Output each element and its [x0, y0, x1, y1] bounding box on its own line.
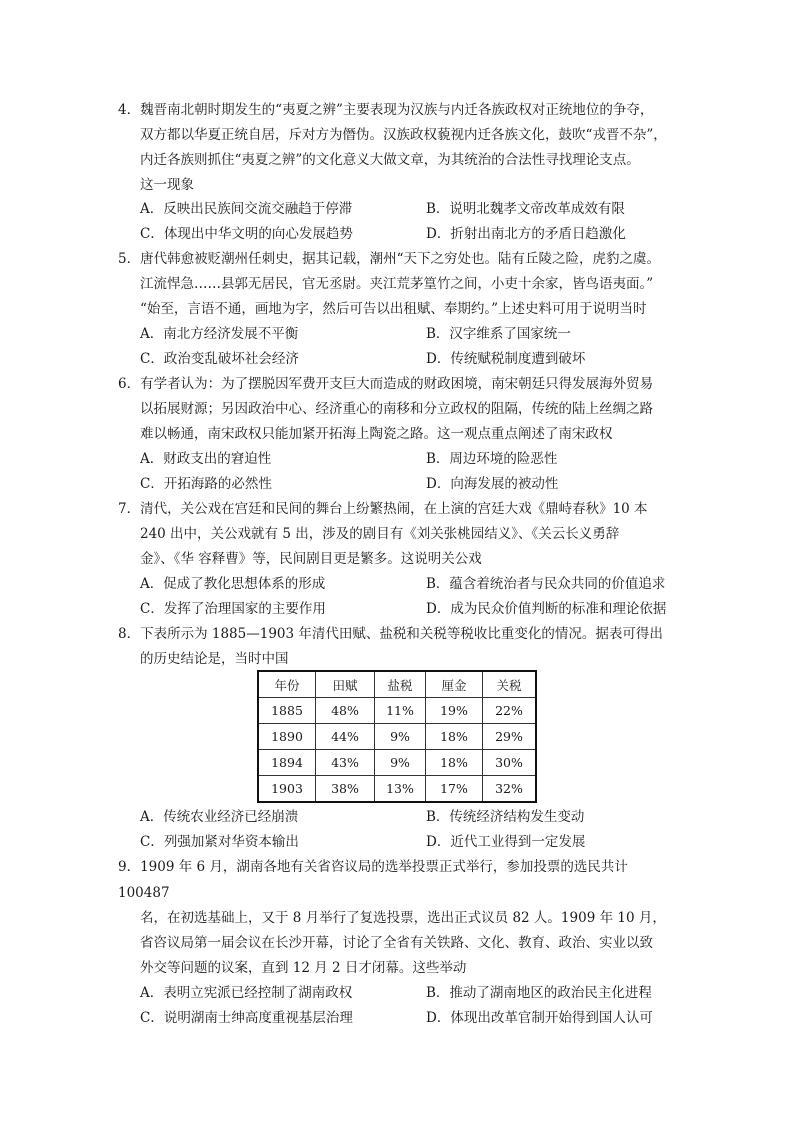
question-8-stem-line-2: 的历史结论是，当时中国: [140, 651, 289, 667]
table-cell: 22%: [483, 698, 537, 724]
table-cell: 44%: [316, 724, 375, 750]
question-7-option-d[interactable]: D．成为民众价值判断的标准和理论依据: [426, 601, 667, 617]
tax-ratio-table: [257, 670, 537, 803]
question-6-option-d[interactable]: D．向海发展的被动性: [426, 476, 559, 492]
question-9-stem-line-5: 外交等问题的议案，直到 12 月 2 日才闭幕。这些举动: [140, 960, 467, 976]
table-cell: 43%: [316, 750, 375, 776]
question-9-option-a[interactable]: A．表明立宪派已经控制了湖南政权: [140, 985, 353, 1001]
question-9-stem-line-3: 名，在初选基础上，又于 8 月举行了复选投票，选出正式议员 82 人。1909 年 10 月，: [140, 910, 666, 926]
table-cell: 18%: [426, 724, 483, 750]
question-8-option-b[interactable]: B．传统经济结构发生变动: [426, 809, 585, 825]
table-cell: 17%: [426, 776, 483, 803]
question-9-stem-line-4: 省咨议局第一届会议在长沙开幕，讨论了全省有关铁路、文化、教育、政治、实业以致: [140, 935, 653, 951]
question-6-stem-line-3: 难以畅通，南宋政权只能加紧开拓海上陶瓷之路。这一观点重点阐述了南宋政权: [140, 426, 613, 442]
question-7-option-c[interactable]: C．发挥了治理国家的主要作用: [140, 601, 326, 617]
question-6-stem-line-1: 6．有学者认为：为了摆脱因军费开支巨大而造成的财政困境，南宋朝廷只得发展海外贸易: [118, 376, 654, 392]
question-4-option-c[interactable]: C．体现出中华文明的向心发展趋势: [140, 226, 353, 242]
table-cell: 9%: [375, 724, 426, 750]
table-cell: 38%: [316, 776, 375, 803]
table-header-cell: 盐税: [375, 671, 426, 698]
question-4-stem-line-3: 内迁各族则抓住“夷夏之辨”的文化意义大做文章，为其统治的合法性寻找理论支点。: [140, 152, 640, 168]
question-5-option-b[interactable]: B．汉字维系了国家统一: [426, 326, 571, 342]
question-7-stem-line-1: 7．清代，关公戏在宫廷和民间的舞台上纷繁热闹，在上演的宫廷大戏《鼎峙春秋》10 本: [118, 501, 648, 517]
table-header-row: [258, 671, 536, 698]
question-5-option-a[interactable]: A．南北方经济发展不平衡: [140, 326, 299, 342]
table-cell: 30%: [483, 750, 537, 776]
question-4-stem-line-4: 这一现象: [140, 177, 194, 193]
question-8-option-a[interactable]: A．传统农业经济已经崩溃: [140, 809, 299, 825]
question-6-option-c[interactable]: C．开拓海路的必然性: [140, 476, 272, 492]
question-4-option-d[interactable]: D．折射出南北方的矛盾日趋激化: [426, 226, 626, 242]
question-7-stem-line-3: 金》、《华 容释曹》等，民间剧目更是繁多。这说明关公戏: [140, 551, 482, 567]
question-8-option-d[interactable]: D．近代工业得到一定发展: [426, 834, 586, 850]
table-cell: 29%: [483, 724, 537, 750]
question-8-stem-line-1: 8．下表所示为 1885—1903 年清代田赋、盐税和关税等税收比重变化的情况。据表可得出: [118, 626, 663, 642]
question-4-stem-line-2: 双方都以华夏正统自居，斥对方为僭伪。汉族政权藐视内迁各族文化，鼓吹“戎晋不杂”，: [140, 127, 667, 143]
question-9-stem-line-2: 100487: [118, 885, 170, 901]
question-7-option-a[interactable]: A．促成了教化思想体系的形成: [140, 576, 326, 592]
question-5-option-d[interactable]: D．传统赋税制度遭到破坏: [426, 351, 586, 367]
question-6-option-a[interactable]: A．财政支出的窘迫性: [140, 451, 272, 467]
table-cell: 11%: [375, 698, 426, 724]
question-6-option-b[interactable]: B．周边环境的险恶性: [426, 451, 558, 467]
table-header-cell: 厘金: [426, 671, 483, 698]
question-7-stem-line-2: 240 出中，关公戏就有 5 出，涉及的剧目有《刘关张桃园结义》、《关云长义勇辞: [140, 526, 620, 542]
table-cell: 13%: [375, 776, 426, 803]
table-cell: 1903: [258, 776, 316, 803]
question-4-stem-line-1: 4．魏晋南北朝时期发生的“夷夏之辨”主要表现为汉族与内迁各族政权对正统地位的争夺，: [118, 102, 654, 118]
table-header-cell: 关税: [483, 671, 537, 698]
question-8-option-c[interactable]: C．列强加紧对华资本输出: [140, 834, 299, 850]
table-row: [258, 698, 536, 724]
question-9-option-b[interactable]: B．推动了湖南地区的政治民主化进程: [426, 985, 652, 1001]
table-cell: 32%: [483, 776, 537, 803]
question-7-option-b[interactable]: B．蕴含着统治者与民众共同的价值追求: [426, 576, 666, 592]
question-9-option-d[interactable]: D．体现出改革官制开始得到国人认可: [426, 1010, 653, 1026]
table-header-cell: 田赋: [316, 671, 375, 698]
question-5-stem-line-3: “始至，言语不通，画地为字，然后可告以出租赋、奉期约。”上述史料可用于说明当时: [140, 301, 647, 317]
table-cell: 1885: [258, 698, 316, 724]
table-cell: 9%: [375, 750, 426, 776]
question-5-stem-line-2: 江流悍急……县郭无居民，官无丞尉。夹江荒茅篁竹之间，小吏十余家，皆鸟语夷面。”: [140, 276, 654, 292]
question-9-option-c[interactable]: C．说明湖南士绅高度重视基层治理: [140, 1010, 353, 1026]
table-row: [258, 724, 536, 750]
table-row: [258, 750, 536, 776]
table-cell: 1894: [258, 750, 316, 776]
question-4-option-a[interactable]: A．反映出民族间交流交融趋于停滞: [140, 201, 353, 217]
table-cell: 19%: [426, 698, 483, 724]
table-cell: 48%: [316, 698, 375, 724]
question-4-option-b[interactable]: B．说明北魏孝文帝改革成效有限: [426, 201, 625, 217]
table-row: [258, 776, 536, 803]
question-9-stem-line-1: 9．1909 年 6 月，湖南各地有关省咨议局的选举投票正式举行，参加投票的选民共计: [118, 859, 628, 875]
question-6-stem-line-2: 以拓展财源；另因政治中心、经济重心的南移和分立政权的阻隔，传统的陆上丝绸之路: [140, 401, 653, 417]
question-5-option-c[interactable]: C．政治变乱破坏社会经济: [140, 351, 299, 367]
table-cell: 18%: [426, 750, 483, 776]
table-cell: 1890: [258, 724, 316, 750]
question-5-stem-line-1: 5．唐代韩愈被贬潮州任刺史，据其记载，潮州“天下之穷处也。陆有丘陵之险，虎豹之虞。: [118, 251, 660, 267]
table-header-cell: 年份: [258, 671, 316, 698]
